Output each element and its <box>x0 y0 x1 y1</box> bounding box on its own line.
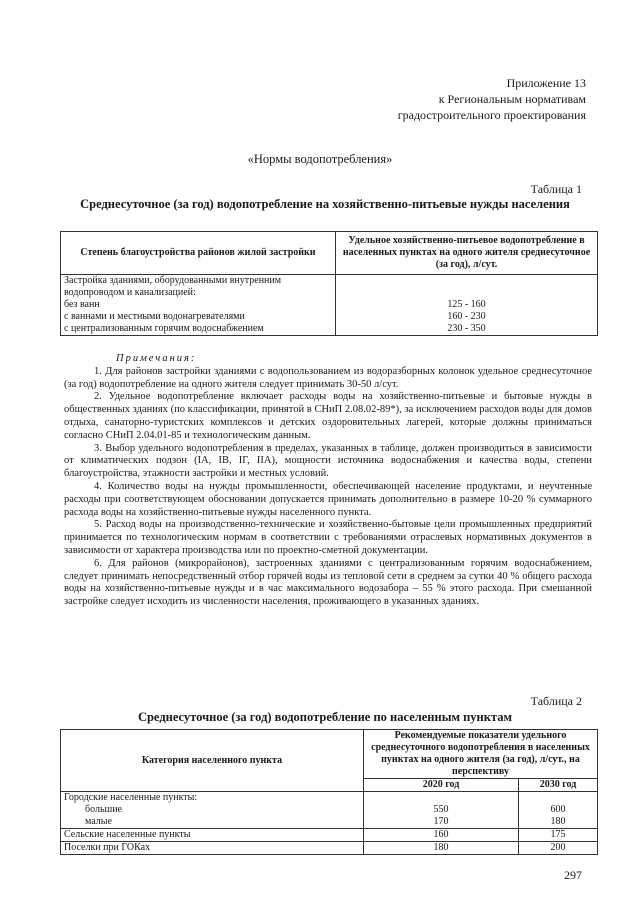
table2-row-2030: 600 <box>519 804 598 816</box>
table2-title: Среднесуточное (за год) водопотребление по населенным пунктам <box>137 710 513 724</box>
table1-header-category: Степень благоустройства районов жилой застройки <box>61 232 336 275</box>
document-title: «Нормы водопотребления» <box>247 152 393 166</box>
table-row <box>61 311 598 323</box>
table-row <box>61 792 598 805</box>
table2-row-label: Городские населенные пункты: <box>61 792 364 805</box>
table2-number: Таблица 2 <box>530 694 582 708</box>
table2-row-2020: 180 <box>364 842 519 855</box>
table2-row-2030 <box>519 792 598 805</box>
table1-row-label: с ваннами и местными водонагревателями <box>61 311 336 323</box>
table2-row-label: Поселки при ГОКах <box>61 842 364 855</box>
table2-row-2020: 550 <box>364 804 519 816</box>
table-row <box>61 816 598 829</box>
table-row <box>61 842 598 855</box>
notes-heading: Примечания: <box>116 353 197 364</box>
appendix-line-1: Приложение 13 <box>506 76 586 90</box>
table2-header-2020: 2020 год <box>364 779 519 792</box>
table2-row-2020: 160 <box>364 829 519 842</box>
table2-header-group: Рекомендуемые показатели удельного среднесуточного водопотребления в населенных пунктах на одного жителя (за год), л/сут., на перспективу <box>364 730 598 779</box>
page-number: 297 <box>564 868 582 882</box>
table1-row-value: 230 - 350 <box>336 323 598 336</box>
note-item: 2. Удельное водопотребление включает расходы воды на хозяйственно-питьевые и бытовые нужды в общественных зданиях (по классификации, принятой в СНиП 2.08.02-89*), за исключением расходов воды для домов отдыха, санаторно-туристских комплексов и детских оздоровительных лагерей, которые должны приниматься согласно СНиП 2.04.01-85 и технологическим данным. <box>64 391 592 441</box>
table1-title: Среднесуточное (за год) водопотребление на хозяйственно-питьевые нужды населения <box>80 197 570 211</box>
table2-row-2030: 180 <box>519 816 598 829</box>
table2-row-label: большие <box>61 804 364 816</box>
table-row <box>61 829 598 842</box>
table-row <box>61 804 598 816</box>
appendix-header <box>398 75 586 123</box>
note-item: 4. Количество воды на нужды промышленности, обеспечивающей население продуктами, и неучтенные расходы при соответствующем обосновании допускается принимать дополнительно в размере 10-20 % суммарного расхода воды на хозяйственно-питьевые нужды населенного пункта. <box>64 480 592 518</box>
table1-row-label: без ванн <box>61 299 336 311</box>
note-item: 6. Для районов (микрорайонов), застроенных зданиями с централизованным горячим водоснабжением, следует принимать непосредственный отбор горячей воды из тепловой сети в среднем за сутки 40 % общего расхода воды на хозяйственно-питьевые нужды и в час максимального водозабора – 55 % этого расхода. При смешанной застройке следует исходить из численности населения, проживающего в указанных зданиях. <box>64 557 592 608</box>
table2-header-2030: 2030 год <box>519 779 598 792</box>
table1-row-label: с централизованным горячим водоснабжением <box>61 323 336 336</box>
table1-header-consumption: Удельное хозяйственно-питьевое водопотребление в населенных пунктах на одного жителя среднесуточное (за год), л/сут. <box>336 232 598 275</box>
table2-row-2020 <box>364 792 519 805</box>
table2-row-2020: 170 <box>364 816 519 829</box>
table2-row-label: Сельские населенные пункты <box>61 829 364 842</box>
water-norms-table-2 <box>60 729 598 855</box>
table1-number: Таблица 1 <box>530 182 582 196</box>
water-norms-table-1 <box>60 231 598 336</box>
table2-row-label: малые <box>61 816 364 829</box>
table2-row-2030: 200 <box>519 842 598 855</box>
table1-row-value: 160 - 230 <box>336 311 598 323</box>
table-row <box>61 299 598 311</box>
note-item: 1. Для районов застройки зданиями с водопользованием из водоразборных колонок удельное среднесуточное (за год) водопотребление на одного жителя следует принимать 30-50 л/сут. <box>64 365 592 390</box>
note-item: 3. Выбор удельного водопотребления в пределах, указанных в таблице, должен производиться в зависимости от климатических подзон (IA, IB, IГ, IIA), мощности источника водоснабжения и качества воды, степени благоустройства, этажности застройки и местных условий. <box>64 442 592 480</box>
table1-row-value: 125 - 160 <box>336 299 598 311</box>
appendix-line-2: к Региональным нормативам <box>438 92 586 106</box>
table2-header-category: Категория населенного пункта <box>61 730 364 792</box>
table2-row-2030: 175 <box>519 829 598 842</box>
table1-group-label: Застройка зданиями, оборудованными внутренним водопроводом и канализацией: <box>61 275 336 300</box>
table-row <box>61 323 598 336</box>
notes-section <box>64 353 592 609</box>
note-item: 5. Расход воды на производственно-технические и хозяйственно-бытовые цели промышленных предприятий принимается по технологическим нормам в соответствии с требованиями отраслевых нормативных документов в зависимости от характера производства или по проектно-сметной документации. <box>64 519 592 556</box>
appendix-line-3: градостроительного проектирования <box>397 108 586 122</box>
